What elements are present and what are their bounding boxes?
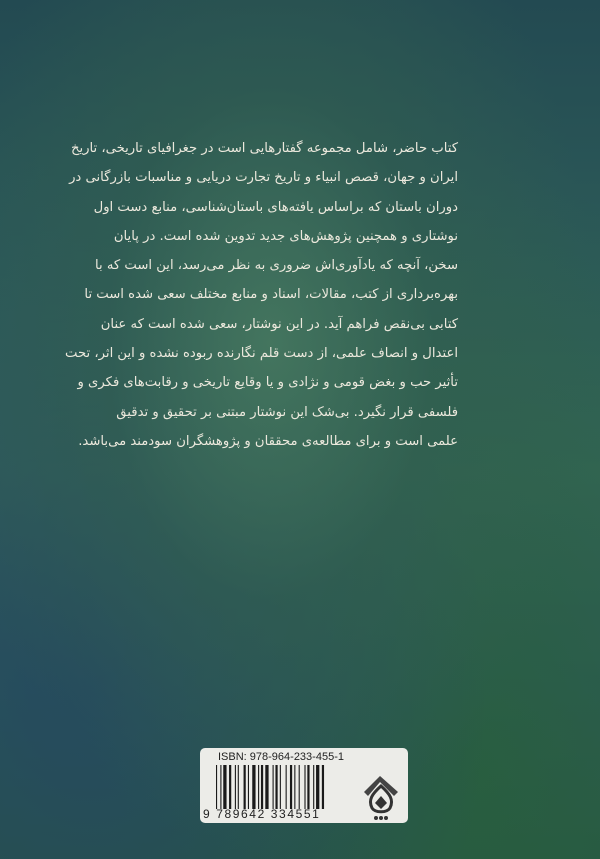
back-cover-blurb xyxy=(65,134,458,456)
blurb-line: بهره‌برداری از کتب، مقالات، اسناد و منابع مختلف سعی شده است تا xyxy=(84,287,458,303)
blurb-line: دوران باستان که براساس یافته‌های باستان‌شناسی، منابع دست اول xyxy=(93,199,458,215)
publisher-logo-icon xyxy=(360,770,402,822)
blurb-line: علمی است و برای مطالعه‌ی محققان و پژوهشگران سودمند می‌باشد. xyxy=(78,433,458,449)
isbn-label: ISBN: 978-964-233-455-1 xyxy=(218,751,344,763)
ean-digits: 9 789642 334551 xyxy=(203,807,321,821)
blurb-line: فلسفی قرار نگیرد. بی‌شک این نوشتار مبتنی بر تحقیق و تدقیق xyxy=(116,404,458,420)
blurb-line: اعتدال و انصاف علمی، از دست قلم نگارنده ربوده نشده و این اثر، تحت xyxy=(65,346,458,362)
blurb-line: سخن، آنچه که یادآوری‌اش ضروری به نظر می‌رسد، این است که با xyxy=(94,258,458,274)
isbn-barcode-sticker xyxy=(200,748,408,823)
blurb-line: نوشتاری و همچنین پژوهش‌های جدید تدوین شده است. در پایان xyxy=(113,228,458,244)
blurb-line: کتابی بی‌نقص فراهم آید. در این نوشتار، سعی شده است که عنان xyxy=(100,316,458,332)
blurb-line: کتاب حاضر، شامل مجموعه گفتارهایی است در جغرافیای تاریخی، تاریخ xyxy=(70,141,458,156)
blurb-line: تأثیر حب و بغض قومی و نژادی و یا وقایع تاریخی و رقابت‌های فکری و xyxy=(77,375,458,391)
blurb-line: ایران و جهان، قصص انبیاء و تاریخ تجارت دریایی و مناسبات بازرگانی در xyxy=(69,170,458,186)
barcode-icon xyxy=(216,765,356,809)
